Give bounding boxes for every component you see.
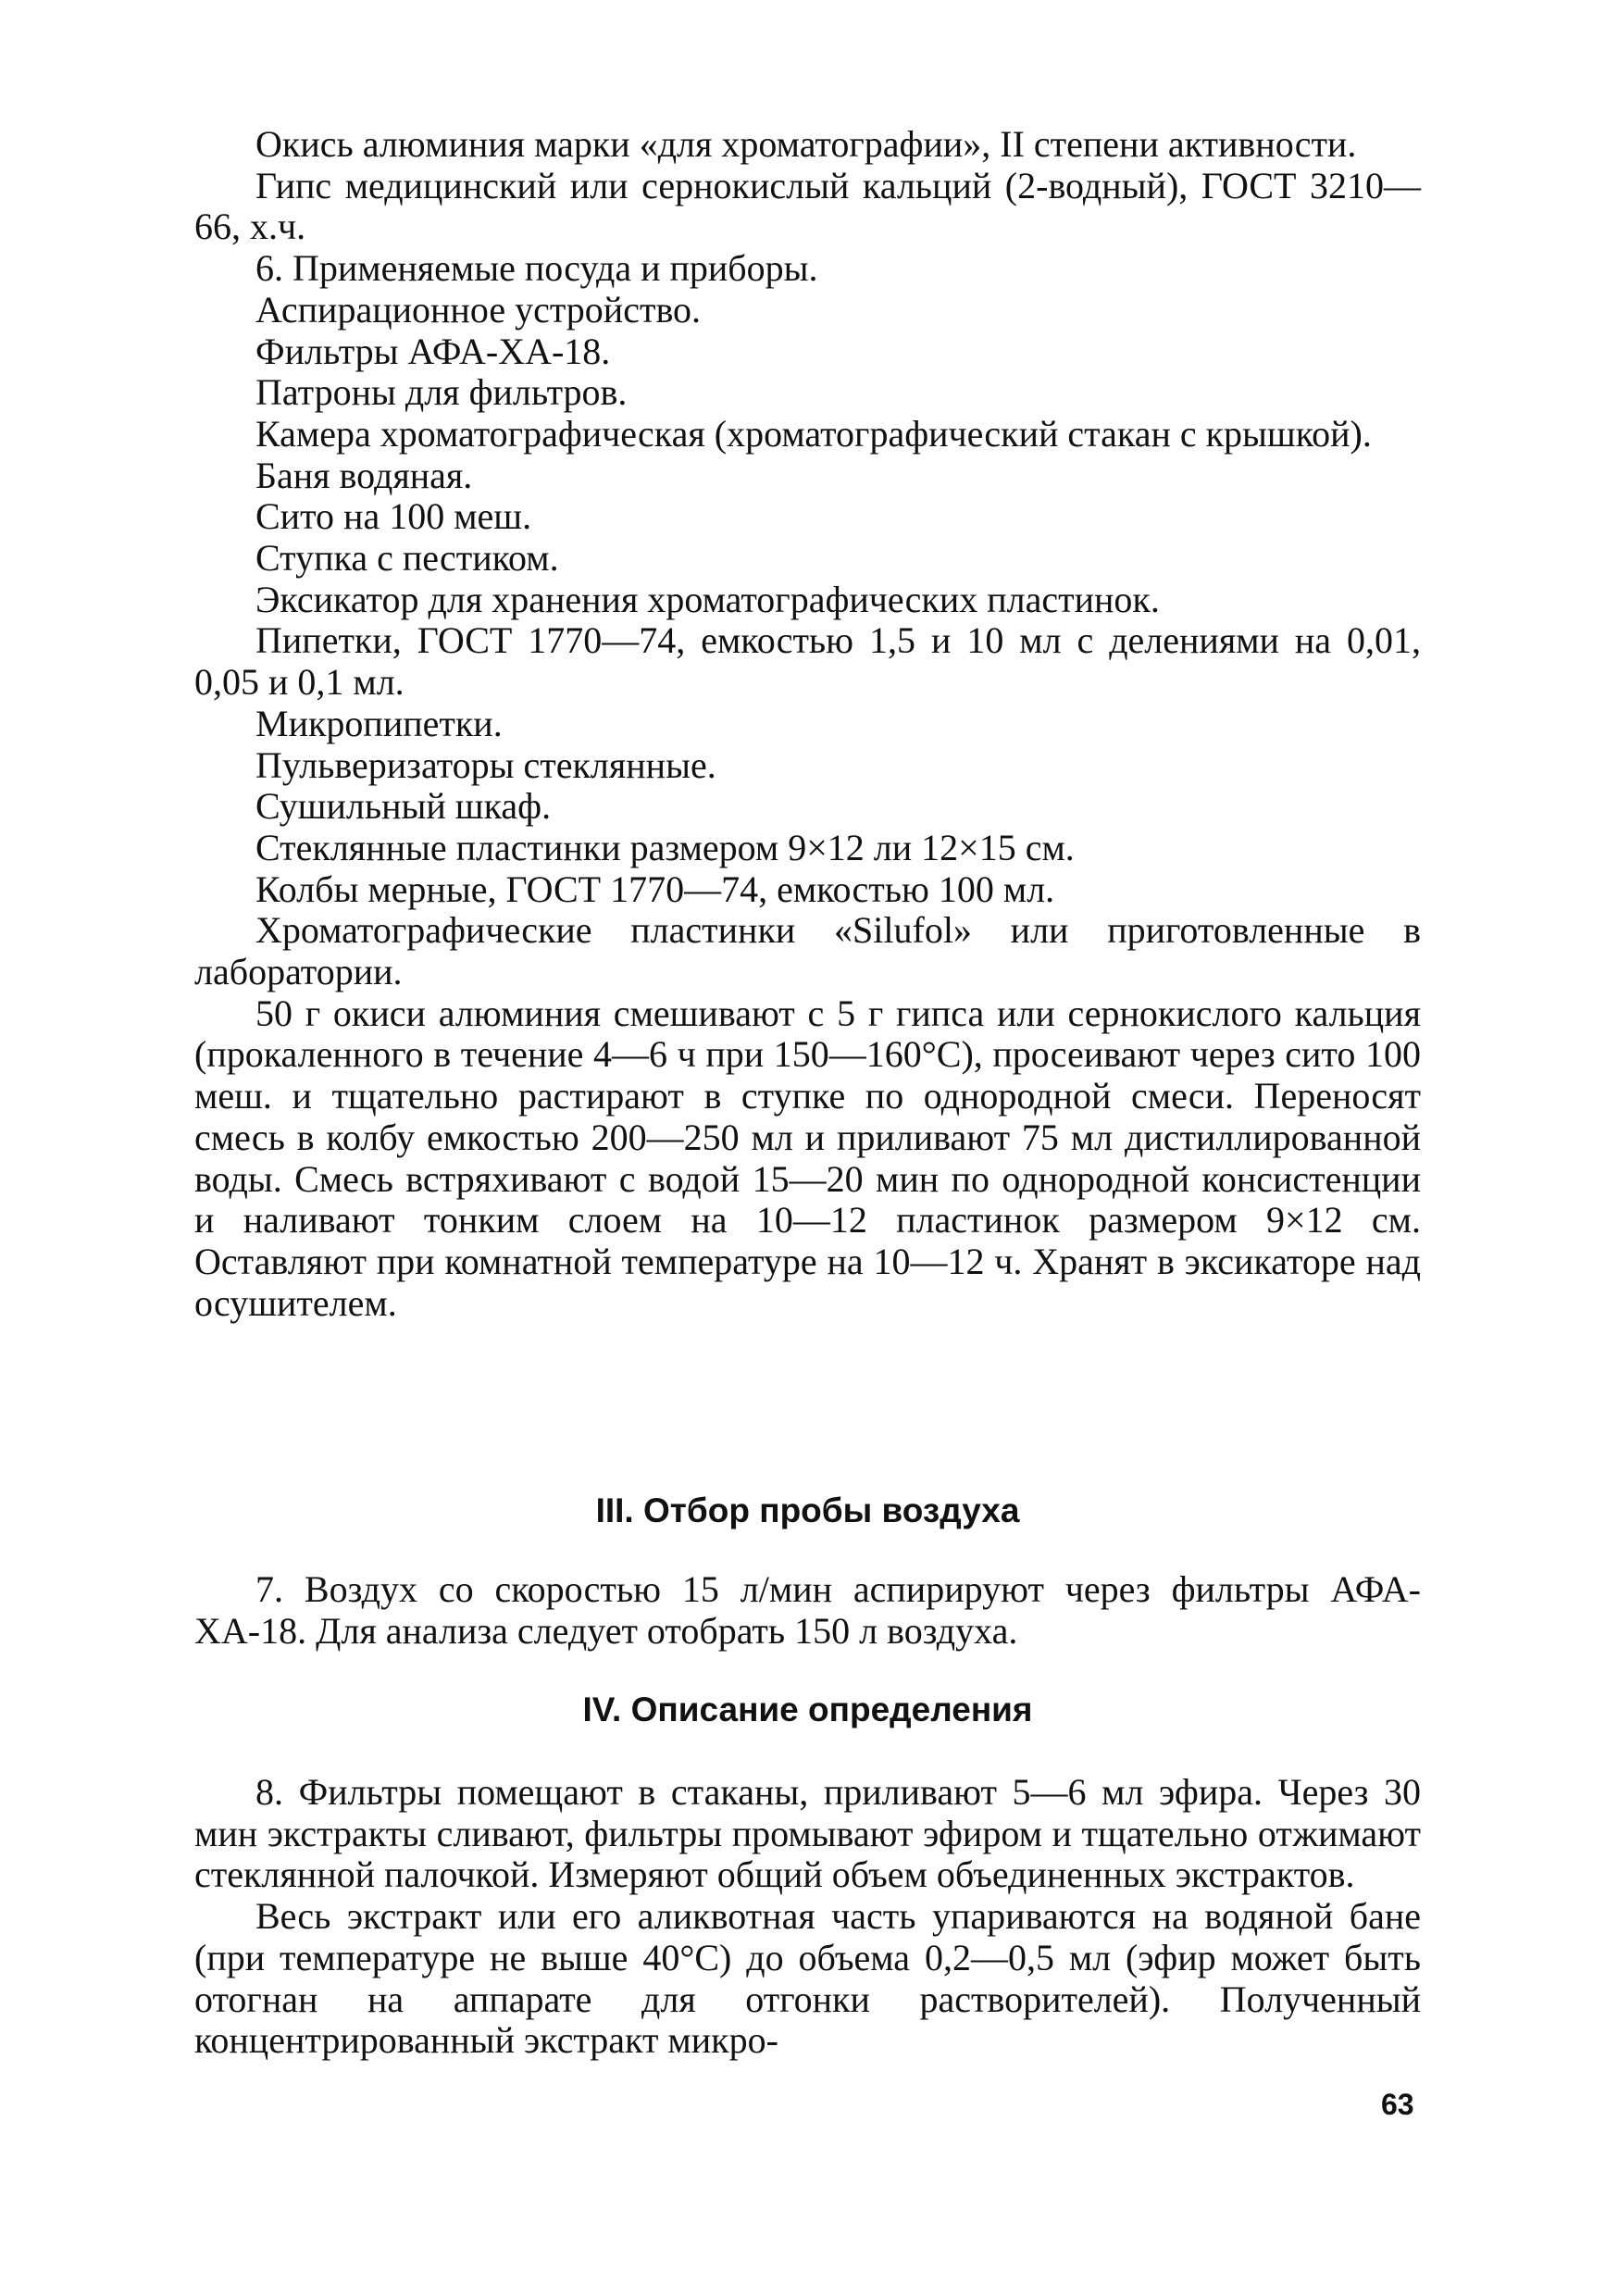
paragraph: 8. Фильтры помещают в стаканы, приливают 5—6 мл эфира. Через 30 мин экстракты сливают, фильтры промывают эфиром и тщательно отжимают стеклянной палочкой. Измеряют общий объем объединенных экстрактов.: [194, 1771, 1421, 1896]
section-procedure-body: [194, 1772, 1421, 2062]
paragraph: Микропипетки.: [255, 702, 503, 744]
paragraph: Патроны для фильтров.: [255, 371, 628, 414]
paragraph: Хроматографические пластинки «Silufol» или приготовленные в лаборатории.: [194, 909, 1421, 993]
section-heading-air-sampling: III. Отбор пробы воздуха: [595, 1491, 1020, 1529]
paragraph: Фильтры АФА-ХА-18.: [255, 330, 611, 372]
paragraph: 7. Воздух со скоростью 15 л/мин аспирируют через фильтры АФА-ХА-18. Для анализа следует отобрать 150 л воздуха.: [194, 1568, 1421, 1652]
reagents-and-equipment-block: [194, 124, 1421, 1324]
paragraph: Окись алюминия марки «для хроматографии», II степени активности.: [255, 123, 1357, 165]
paragraph: Сушильный шкаф.: [255, 785, 552, 828]
paragraph: Пипетки, ГОСТ 1770—74, емкостью 1,5 и 10 мл с делениями на 0,01, 0,05 и 0,1 мл.: [194, 619, 1421, 704]
paragraph: Ступка с пестиком.: [255, 537, 559, 580]
paragraph: 50 г окиси алюминия смешивают с 5 г гипса или сернокислого кальция (прокаленного в течение 4—6 ч при 150—160°С), просеивают через сито 100 меш. и тщательно растирают в ступке по однородной смеси. Переносят смесь в колбу емкостью 200—250 мл и приливают 75 мл дистиллированной воды. Смесь встряхивают с водой 15—20 мин по однородной консистенции и наливают тонким слоем на 10—12 пластинок размером 9×12 см. Оставляют при комнатной температуре на 10—12 ч. Хранят в эксикаторе над осушителем.: [194, 992, 1421, 1324]
paragraph: Гипс медицинский или сернокислый кальций (2-водный), ГОСТ 3210—66, х.ч.: [194, 164, 1421, 248]
page-number: 63: [1381, 2088, 1414, 2121]
section-air-sampling-body: [194, 1569, 1421, 1652]
paragraph: Весь экстракт или его аликвотная часть упариваются на водяной бане (при температуре не выше 40°С) до объема 0,2—0,5 мл (эфир может быть отогнан на аппарате для отгонки растворителей). Полученный концентрированный экстракт микро-: [194, 1895, 1421, 2062]
paragraph: Сито на 100 меш.: [255, 495, 532, 538]
paragraph: 6. Применяемые посуда и приборы.: [255, 247, 818, 290]
paragraph: Баня водяная.: [255, 454, 473, 496]
paragraph: Пульверизаторы стеклянные.: [255, 743, 716, 786]
paragraph: Эксикатор для хранения хроматографических пластинок.: [255, 578, 1160, 620]
paragraph: Стеклянные пластинки размером 9×12 ли 12×15 см.: [255, 826, 1075, 868]
paragraph: Аспирационное устройство.: [255, 288, 702, 331]
paragraph: Колбы мерные, ГОСТ 1770—74, емкостью 100 мл.: [255, 867, 1055, 910]
section-heading-procedure: IV. Описание определения: [582, 1691, 1033, 1728]
paragraph: Камера хроматографическая (хроматографический стакан с крышкой).: [255, 412, 1372, 455]
